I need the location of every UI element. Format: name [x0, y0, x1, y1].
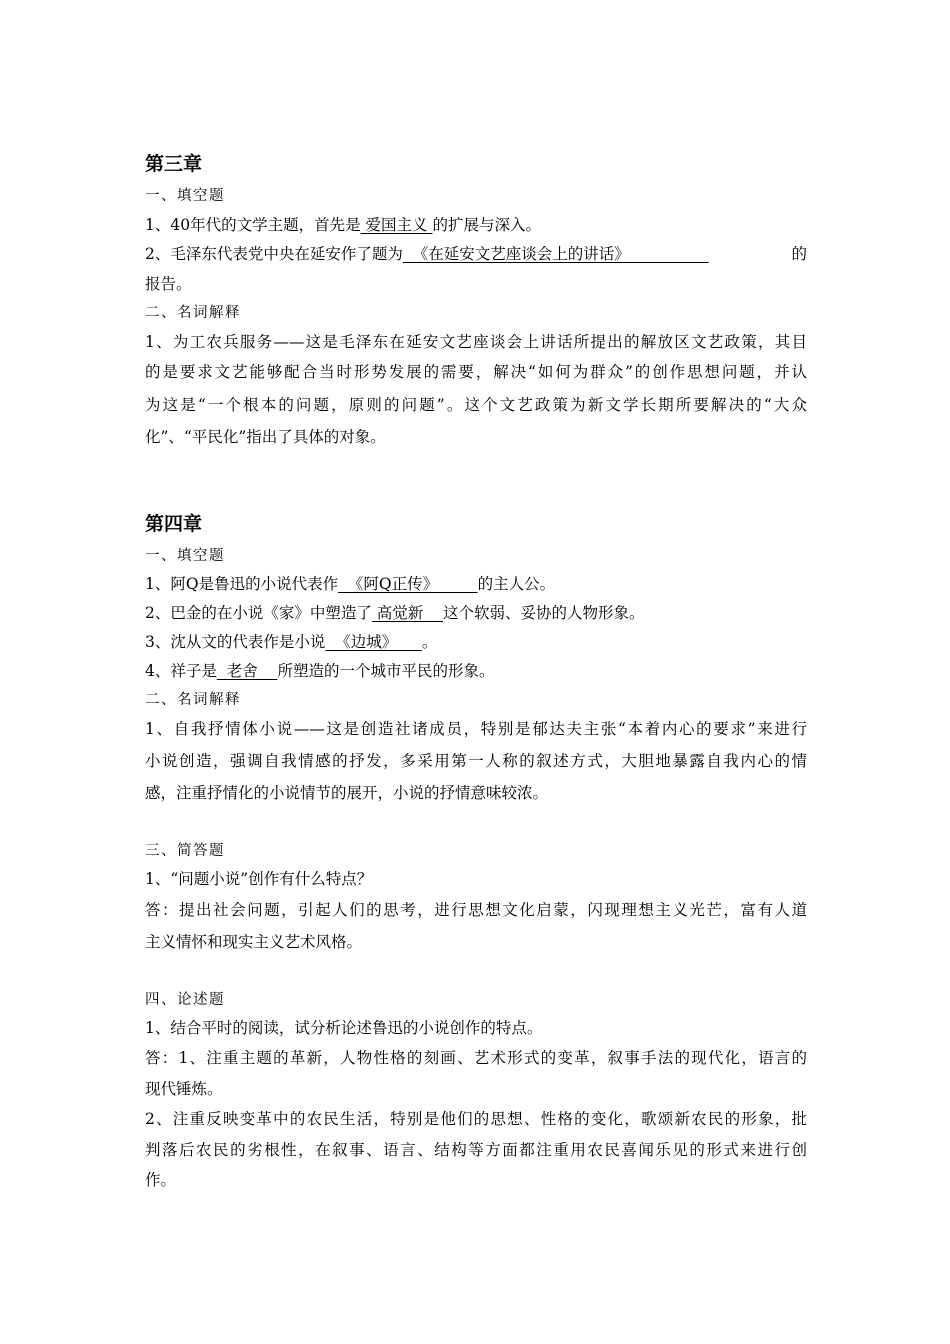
- ch4-term-heading: 二、名词解释: [145, 692, 241, 708]
- ch4-essay-a1-line: 答：1、注重主题的革新，人物性格的刻画、艺术形式的变革，叙事手法的现代化，语言的: [145, 1049, 807, 1067]
- ch3-fill-q1: [145, 215, 541, 235]
- ch4-fill-q3: [145, 632, 437, 652]
- ch4-q2-answer: 高觉新: [371, 604, 444, 622]
- ch4-short-a1-line: 主义情怀和现实主义艺术风格。: [145, 933, 363, 951]
- ch4-q2-text: 2、巴金的在小说《家》中塑造了: [145, 604, 372, 622]
- ch4-essay-a1-line: 判落后农民的劣根性，在叙事、语言、结构等方面都注重用农民喜闻乐见的形式来进行创: [145, 1141, 807, 1159]
- ch4-term1-line: 感，注重抒情化的小说情节的展开，小说的抒情意味较浓。: [145, 784, 549, 802]
- ch4-essay-a1-line: 现代锤炼。: [145, 1080, 223, 1098]
- ch4-q1-answer: 《阿Q正传》: [338, 575, 478, 593]
- ch4-essay-a1-line: 作。: [145, 1171, 177, 1189]
- ch3-term1-line: 化”、“平民化”指出了具体的对象。: [145, 428, 386, 446]
- ch3-q1-answer: 爱国主义: [360, 216, 433, 234]
- ch4-q3-answer: 《边城》: [325, 633, 422, 651]
- ch4-essay-q1: 1、结合平时的阅读，试分析论述鲁迅的小说创作的特点。: [145, 1019, 543, 1037]
- ch4-fill-q1: [145, 574, 555, 594]
- chapter-3-title: 第三章: [145, 153, 203, 175]
- chapter-4-title: 第四章: [145, 513, 203, 535]
- ch4-q1-text: 1、阿Q是鲁迅的小说代表作: [145, 575, 339, 593]
- ch3-q1-text: 1、40年代的文学主题，首先是: [145, 216, 361, 234]
- ch3-q2-continuation: 报告。: [145, 275, 192, 293]
- ch3-term1-line: 1、为工农兵服务——这是毛泽东在延安文艺座谈会上讲话所提出的解放区文艺政策，其目: [145, 333, 807, 351]
- ch4-fill-q4: [145, 661, 494, 681]
- ch3-q2-text: 2、毛泽东代表党中央在延安作了题为: [145, 245, 403, 263]
- ch4-q2-text-end: 这个软弱、妥协的人物形象。: [443, 604, 645, 622]
- ch4-q3-text-end: 。: [421, 633, 438, 651]
- ch4-q1-text-end: 的主人公。: [477, 575, 556, 593]
- ch4-q3-text: 3、沈从文的代表作是小说: [145, 633, 326, 651]
- ch4-short-heading: 三、简答题: [145, 843, 225, 859]
- ch4-q4-text-end: 所塑造的一个城市平民的形象。: [277, 662, 495, 680]
- ch4-essay-a1-line: 2、注重反映变革中的农民生活，特别是他们的思想、性格的变化，歌颂新农民的形象，批: [145, 1110, 807, 1128]
- ch4-term1-line: 小说创造，强调自我情感的抒发，多采用第一人称的叙述方式，大胆地暴露自我内心的情: [145, 752, 807, 770]
- ch4-fill-heading: 一、填空题: [145, 548, 225, 564]
- ch3-term-heading: 二、名词解释: [145, 305, 241, 321]
- ch3-term1-line: 为这是“一个根本的问题，原则的问题”。这个文艺政策为新文学长期所要解决的“大众: [145, 396, 807, 414]
- ch3-fill-q2: [145, 244, 807, 264]
- ch3-fill-heading: 一、填空题: [145, 188, 225, 204]
- ch3-term1-line: 的是要求文艺能够配合当时形势发展的需要，解决“如何为群众”的创作思想问题，并认: [145, 363, 807, 381]
- ch4-essay-heading: 四、论述题: [145, 992, 225, 1008]
- ch4-short-a1-line: 答：提出社会问题，引起人们的思考，进行思想文化启蒙，闪现理想主义光芒，富有人道: [145, 901, 807, 919]
- ch3-q1-text-end: 的扩展与深入。: [432, 216, 541, 234]
- ch4-short-q1: 1、“问题小说”创作有什么特点？: [145, 870, 373, 888]
- ch4-fill-q2: [145, 603, 645, 623]
- ch3-q2-answer: 《在延安文艺座谈会上的讲话》: [402, 245, 709, 263]
- ch4-q4-text: 4、祥子是: [145, 662, 217, 680]
- ch4-term1-line: 1、自我抒情体小说——这是创造社诸成员，特别是郁达夫主张“本着内心的要求”来进行: [145, 720, 807, 738]
- ch4-q4-answer: 老舍: [216, 662, 278, 680]
- ch3-q2-text-end: 的: [791, 245, 807, 263]
